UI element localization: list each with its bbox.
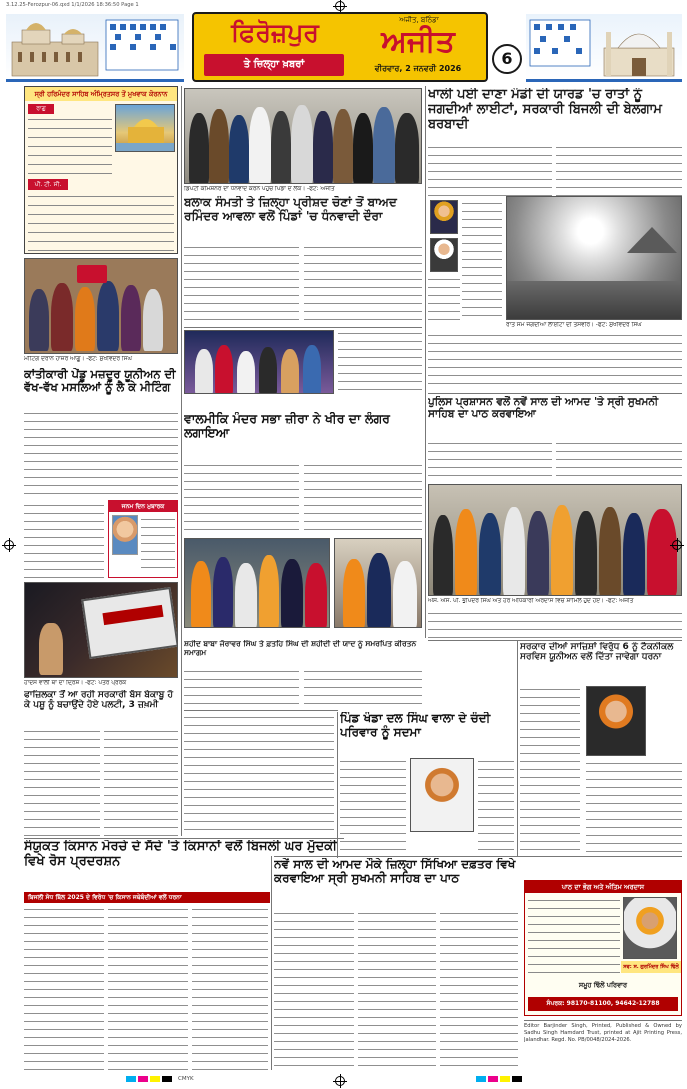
langar-photo bbox=[184, 538, 330, 628]
police-body-b bbox=[556, 440, 682, 482]
police-photo-caption: ਐੱਸ. ਐੱਸ. ਪੀ. ਭੁਪਿੰਦਰ ਸਿੰਘ ਅਤੇ ਹੋਰ ਅਧਿਕਾਰੀ ਅਰਦਾਸ ਵਿਚ ਸ਼ਾਮਿਲ ਹੁੰਦੇ ਹੋਏ। -ਫੋਟੋ: ਅਜੀਤ bbox=[428, 598, 634, 604]
mosque-illustration-right bbox=[526, 14, 682, 82]
birthday-box bbox=[108, 500, 178, 578]
kisan-body-c bbox=[192, 906, 268, 1070]
registration-mark-icon bbox=[335, 1076, 345, 1086]
police-path-photo bbox=[428, 484, 682, 596]
sahibzade-body-b bbox=[304, 668, 422, 710]
thanks-visit-headline: ਬਲਾਕ ਸੰਮਤੀ ਤੇ ਜ਼ਿਲ੍ਹਾ ਪ੍ਰੀਸ਼ਦ ਚੋਣਾਂ ਤੋਂ ਬਾਅਦ ਰਮਿੰਦਰ ਆਵਲਾ ਵਲੋਂ ਪਿੰਡਾਂ 'ਚ ਧੰਨਵਾਦੀ ਦੌਰਾ bbox=[184, 196, 397, 223]
row-rule bbox=[184, 710, 338, 711]
column-rule bbox=[181, 86, 182, 836]
column-rule bbox=[425, 86, 426, 638]
sahibzade-headline: ਸ਼ਹੀਦ ਬਾਬਾ ਜੋਰਾਵਰ ਸਿੰਘ ਤੇ ਫ਼ਤਹਿ ਸਿੰਘ ਦੀ ਸ਼ਹੀਦੀ ਦੀ ਯਾਦ ਨੂੰ ਸਮਰਪਿਤ ਕੀਰਤਨ ਸਮਾਗਮ bbox=[184, 640, 417, 657]
row-rule bbox=[184, 327, 422, 328]
brand-tag: ਅਜੀਤ, ਬਠਿੰਡਾ bbox=[399, 16, 439, 24]
ptc-tag: ਪੀ. ਟੀ. ਸੀ. bbox=[28, 179, 68, 190]
column-rule bbox=[271, 856, 272, 1070]
city-title: ਫਿਰੋਜ਼ਪੁਰ bbox=[231, 18, 319, 47]
baby-photo bbox=[112, 515, 138, 555]
bhog-ad-name: ਸਵ: ਸ. ਗੁਰਮਿੰਦਰ ਸਿੰਘ ਢਿੱਲੋਂ bbox=[621, 961, 681, 973]
technical-union-body-a bbox=[520, 686, 580, 856]
publish-date: ਵੀਰਵਾਰ, 2 ਜਨਵਰੀ 2026 bbox=[374, 64, 462, 73]
technical-union-body-b bbox=[586, 760, 682, 856]
walmiki-headline: ਵਾਲਮੀਕਿ ਮੰਦਰ ਸਭਾ ਜ਼ੀਰਾ ਨੇ ਖੀਰ ਦਾ ਲੰਗਰ ਲਗਾਇਆ bbox=[184, 412, 390, 441]
kisan-body-a bbox=[24, 906, 104, 1070]
bhog-ad-box bbox=[524, 880, 682, 1016]
official-portrait bbox=[430, 238, 458, 272]
khanda-headline: ਪਿੰਡ ਖੰਡਾ ਦਲ ਸਿੰਘ ਵਾਲਾ ਦੇ ਚੰਦੀ ਪਰਿਵਾਰ ਨੂੰ ਸਦਮਾ bbox=[340, 712, 491, 739]
kisan-protest-headline: ਸੰਯੁਕਤ ਕਿਸਾਨ ਮੋਰਚੇ ਦੇ ਸੱਦੇ 'ਤੇ ਕਿਸਾਨਾਂ ਵਲੋਂ ਬਿਜਲੀ ਘਰ ਮੁੱਦਕੀ ਵਿਖੇ ਰੋਸ ਪ੍ਰਦਰਸ਼ਨ bbox=[24, 840, 338, 869]
police-body-a bbox=[428, 440, 552, 482]
thanks-visit-body-b bbox=[304, 244, 422, 326]
birthday-text bbox=[141, 516, 175, 574]
bhog-ad-text bbox=[528, 897, 620, 977]
thanks-visit-body-a bbox=[184, 244, 299, 326]
mandi-photo-caption: ਰਾਤ ਸਮੇਂ ਜਗਦੀਆਂ ਲਾਈਟਾਂ ਦੀ ਤਸਵੀਰ। -ਫੋਟੋ: ਸੁਖਵਿੰਦਰ ਸਿੰਘ bbox=[506, 322, 642, 328]
mukhwak-text-b bbox=[28, 193, 174, 251]
file-info-line: 3.12.25-Ferozpur-06.qxd 1/1/2026 18:36:50 Page 1 bbox=[6, 2, 139, 8]
cmyk-label: CMYK bbox=[178, 1076, 194, 1082]
mandi-body-a bbox=[428, 144, 552, 196]
temple-icon bbox=[6, 14, 184, 82]
registration-mark-icon bbox=[4, 540, 14, 550]
union-meeting-body-2 bbox=[24, 502, 104, 578]
kisan-subhead: ਬਿਜਲੀ ਸੋਧ ਬਿੱਲ 2025 ਦੇ ਵਿਰੋਧ 'ਚ ਕਿਸਾਨ ਜਥੇਬੰਦੀਆਂ ਵਲੋਂ ਧਰਨਾ bbox=[24, 892, 270, 903]
mukhwak-text-a bbox=[28, 116, 112, 176]
mukhwak-ad-box bbox=[24, 86, 178, 254]
mandi-lights-headline: ਖਾਲੀ ਪਈ ਦਾਣਾ ਮੰਡੀ ਦੀ ਯਾਰਡ 'ਚ ਰਾਤਾਂ ਨੂੰ ਜਗਦੀਆਂ ਲਾਈਟਾਂ, ਸਰਕਾਰੀ ਬਿਜਲੀ ਦੀ ਬੇਲਗਾਮ ਬਰਬਾਦੀ bbox=[428, 88, 662, 132]
golden-temple-icon bbox=[116, 105, 175, 152]
walmiki-body-b bbox=[304, 462, 422, 534]
mandi-lights-photo bbox=[506, 196, 682, 320]
deceased-elder-portrait bbox=[623, 897, 677, 959]
registration-mark-icon bbox=[672, 540, 682, 550]
raag-tag: ਰਾਗੁ bbox=[28, 104, 54, 114]
row-rule bbox=[274, 856, 682, 857]
birthday-title: ਜਨਮ ਦਿਨ ਮੁਬਾਰਕ bbox=[109, 501, 177, 512]
education-body-b bbox=[358, 910, 436, 1070]
row-rule bbox=[428, 640, 682, 641]
bus-accident-body-a bbox=[24, 728, 100, 836]
bhog-ad-family: ਸਮੂਹ ਢਿੱਲੋਂ ਪਰਿਵਾਰ bbox=[578, 981, 628, 989]
union-meeting-photo bbox=[24, 258, 178, 354]
row-rule bbox=[428, 393, 682, 394]
deceased-portrait bbox=[410, 758, 474, 832]
kisan-body-b bbox=[108, 906, 188, 1070]
registration-mark-icon bbox=[335, 1, 345, 11]
sahibzade-photo bbox=[334, 538, 422, 628]
education-office-headline: ਨਵੇਂ ਸਾਲ ਦੀ ਆਮਦ ਮੌਕੇ ਜ਼ਿਲ੍ਹਾ ਸਿੱਖਿਆ ਦਫ਼ਤਰ ਵਿਖੇ ਕਰਵਾਇਆ ਸ੍ਰੀ ਸੁਖਮਨੀ ਸਾਹਿਬ ਦਾ ਪਾਠ bbox=[274, 858, 516, 885]
masthead-title-block bbox=[192, 12, 488, 82]
police-body-c bbox=[428, 610, 682, 638]
khanda-body-a bbox=[340, 758, 406, 856]
union-meeting-headline: ਕਾਂਤੀਕਾਰੀ ਪੇਂਡੂ ਮਜ਼ਦੂਰ ਯੂਨੀਅਨ ਦੀ ਵੱਖ-ਵੱਖ ਮਸਲਿਆਂ ਨੂੰ ਲੈ ਕੇ ਮੀਟਿੰਗ bbox=[24, 368, 176, 395]
education-body-c bbox=[440, 910, 518, 1070]
reporter-portrait bbox=[430, 200, 458, 234]
sahibzade-body-a bbox=[184, 668, 299, 710]
police-path-headline: ਪੁਲਿਸ ਪ੍ਰਸ਼ਾਸਨ ਵਲੋਂ ਨਵੇਂ ਸਾਲ ਦੀ ਆਮਦ 'ਤੇ ਸ੍ਰੀ ਸੁਖਮਨੀ ਸਾਹਿਬ ਦਾ ਪਾਠ ਕਰਵਾਇਆ bbox=[428, 396, 659, 421]
edition-subtitle: ਤੇ ਜ਼ਿਲ੍ਹਾ ਖ਼ਬਰਾਂ bbox=[204, 54, 344, 76]
mandi-body-e bbox=[428, 332, 682, 390]
thanks-visit-caption: ਡਿਪਟੀ ਕਮਿਸ਼ਨਰ ਦਾ ਧੰਨਵਾਦ ਕਰਨ ਪਹੁੰਚੇ ਪਿੰਡਾਂ ਦੇ ਲੋਕ। -ਫੋਟੋ: ਅਜੀਤ bbox=[184, 186, 335, 192]
bus-accident-body-b bbox=[104, 728, 178, 836]
technical-union-headline: ਸਰਕਾਰ ਦੀਆਂ ਸਾਜ਼ਿਸ਼ਾਂ ਵਿਰੁੱਧ 6 ਨੂੰ ਟੈਕਨੀਕਲ ਸਰਵਿਸ ਯੂਨੀਅਨ ਵਲੋਂ ਦਿੱਤਾ ਜਾਵੇਗਾ ਧਰਨਾ bbox=[520, 642, 674, 663]
column-rule bbox=[337, 712, 338, 858]
print-imprint: Editor Barjinder Singh, Printed, Published & Owned by Sadhu Singh Hamdard Trust, printed at Ajit Printing Press, Jalandhar. Regd. No. PB/0048/2024-2026. bbox=[524, 1020, 682, 1070]
column-rule bbox=[517, 640, 518, 856]
walmiki-event-photo bbox=[184, 330, 334, 394]
bus-accident-body-c bbox=[184, 714, 334, 836]
bus-accident-photo bbox=[24, 582, 178, 678]
mandi-body-d bbox=[428, 276, 460, 326]
union-leader-portrait bbox=[586, 686, 646, 756]
union-meeting-body bbox=[24, 410, 178, 500]
golden-temple-photo bbox=[115, 104, 175, 152]
bus-photo-caption: ਹਾਦਸੇ ਵਾਲੀ ਥਾਂ ਦਾ ਦ੍ਰਿਸ਼। -ਫੋਟੋ: ਪੱਤਰ ਪ੍ਰੇਰਕ bbox=[24, 680, 127, 686]
union-photo-caption: ਮੀਟਿੰਗ ਦੌਰਾਨ ਹਾਜ਼ਰ ਆਗੂ। -ਫੋਟੋ: ਸੁਖਵਿੰਦਰ ਸਿੰਘ bbox=[24, 356, 132, 362]
walmiki-side-text bbox=[338, 330, 422, 394]
masthead bbox=[6, 12, 682, 84]
brand-logo: ਅਜੀਤ bbox=[381, 24, 455, 59]
thanks-visit-photo bbox=[184, 88, 422, 184]
temple-illustration-left bbox=[6, 14, 184, 82]
bus-accident-headline: ਫਾਜ਼ਿਲਕਾ ਤੋਂ ਆ ਰਹੀ ਸਰਕਾਰੀ ਬੱਸ ਬੇਕਾਬੂ ਹੋ ਕੇ ਪਸ਼ੂ ਨੂੰ ਬਚਾਉਂਦੇ ਹੋਏ ਪਲਟੀ, 3 ਜ਼ਖ਼ਮੀ bbox=[24, 690, 173, 711]
walmiki-body-a bbox=[184, 462, 299, 534]
mandi-body-b bbox=[556, 144, 682, 196]
education-body-a bbox=[274, 910, 354, 1070]
bhog-ad-title: ਪਾਠ ਦਾ ਭੋਗ ਅਤੇ ਅੰਤਿਮ ਅਰਦਾਸ bbox=[525, 881, 681, 893]
monument-icon bbox=[526, 14, 682, 82]
row-rule bbox=[24, 838, 344, 839]
khanda-body-b bbox=[478, 758, 514, 856]
page-number-badge: 6 bbox=[492, 44, 522, 74]
bhog-ad-phone: ਸੰਪਰਕ: 98170-81100, 94642-12788 bbox=[528, 997, 678, 1011]
mandi-body-c bbox=[462, 200, 502, 320]
mukhwak-title: ਸ੍ਰੀ ਹਰਿਮੰਦਰ ਸਾਹਿਬ ਅੰਮ੍ਰਿਤਸਰ ਤੋਂ ਮੁਖਵਾਕ ਕੋਰਨਾਨ bbox=[25, 87, 177, 101]
